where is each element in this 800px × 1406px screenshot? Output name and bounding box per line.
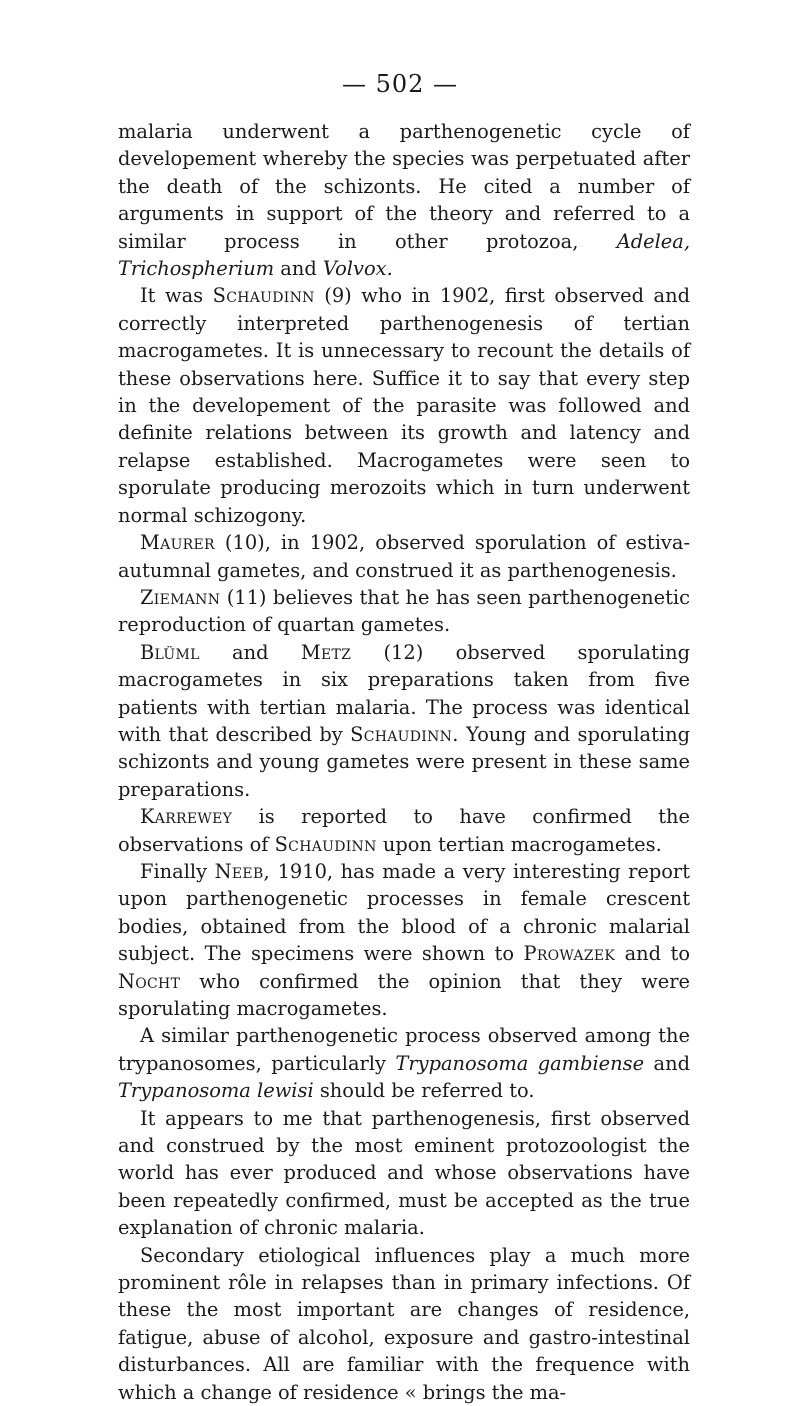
text-run: and (199, 640, 301, 664)
text-run: It was (140, 284, 213, 308)
paragraph (118, 639, 690, 803)
text-run: 1910, has made a very interesting report upon parthenogenetic processes in female crescent bodies, obtained from the blood of a chronic malarial subject. The specimens were shown to (118, 859, 690, 966)
author-name: Maurer (140, 531, 215, 555)
author-name: Metz (300, 640, 352, 664)
paragraph (118, 1242, 690, 1406)
paragraph (118, 1022, 690, 1104)
text-run: (9) who in 1902, first observed and correctly interpreted parthenogenesis of tertian macrogametes. It is unnecessary to recount the details of these observations here. Suffice it to say that every step in the developement of the parasite was followed and definite relations between its growth and latency and relapse established. Macrogametes were seen to sporulate producing merozoits which in turn underwent normal schizogony. (118, 284, 691, 527)
text-run: is reported to have confirmed the observations of (118, 805, 690, 856)
paragraph (118, 529, 690, 584)
text-run: should be referred to. (313, 1079, 535, 1103)
author-name: Schaudinn (212, 284, 315, 308)
author-name: Karrewey (140, 805, 233, 829)
text-run: (12) observed sporulating macrogametes in six preparations taken from five patients with tertian malaria. The process was identical with that described by (118, 640, 691, 746)
author-name: Nocht (118, 969, 181, 993)
text-run: (11) believes that he has seen parthenogenetic reproduction of quartan gametes. (118, 585, 690, 637)
text-run: (10), in 1902, observed sporulation of estiva-autumnal gametes, and construed it as parthenogenesis. (118, 531, 690, 582)
text-run: upon tertian macrogametes. (376, 832, 662, 856)
text-run: and (274, 257, 323, 281)
text-run: A similar parthenogenetic process observed among the trypanosomes, particularly (118, 1024, 690, 1075)
text-run: Young and sporulating schizonts and young gametes were present in these same preparations. (118, 722, 690, 801)
text-run: who confirmed the opinion that they were sporulating macrogametes. (118, 969, 690, 1020)
italic-term: Trypanosoma gambiense (395, 1051, 645, 1075)
text-run: Secondary etiological influences play a much more prominent rôle in relapses than in primary infections. Of these the most important are changes of residence, fatigue, abuse of alcohol, exposure and gastro-intestinal disturbances. All are familiar with the frequence with which a change of residence « brings the ma- (118, 1243, 690, 1404)
text-run: It appears to me that parthenogenesis, first observed and construed by the most eminent protozoologist the world has ever produced and whose observations have been repeatedly confirmed, must be accepted as the true explanation of chronic malaria. (118, 1106, 690, 1240)
author-name: Schaudinn. (350, 722, 459, 746)
paragraph (118, 858, 690, 1022)
text-run: malaria underwent a parthenogenetic cycle of developement whereby the species was perpetuated after the death of the schizonts. He cited a number of arguments in support of the theory and referred to a similar process in other protozoa, (118, 120, 690, 253)
paragraph (118, 1105, 690, 1242)
italic-term: Adelea, Trichospherium (118, 229, 690, 281)
paragraph (118, 803, 690, 858)
paragraph (118, 118, 690, 282)
text-run: Finally (140, 859, 215, 883)
author-name: Blüml (140, 640, 200, 664)
author-name: Ziemann (140, 585, 221, 609)
body-text (118, 118, 690, 1406)
italic-term: Trypanosoma lewisi (118, 1079, 314, 1103)
author-name: Schaudinn (274, 832, 377, 856)
paragraph (118, 584, 690, 639)
page-number: — 502 — (341, 70, 459, 98)
text-run: and (644, 1051, 690, 1075)
italic-term: Volvox. (322, 257, 393, 281)
text-run: and to (615, 942, 690, 966)
paragraph (118, 282, 690, 529)
author-name: Neeb, (214, 859, 270, 883)
author-name: Prowazek (523, 942, 616, 966)
